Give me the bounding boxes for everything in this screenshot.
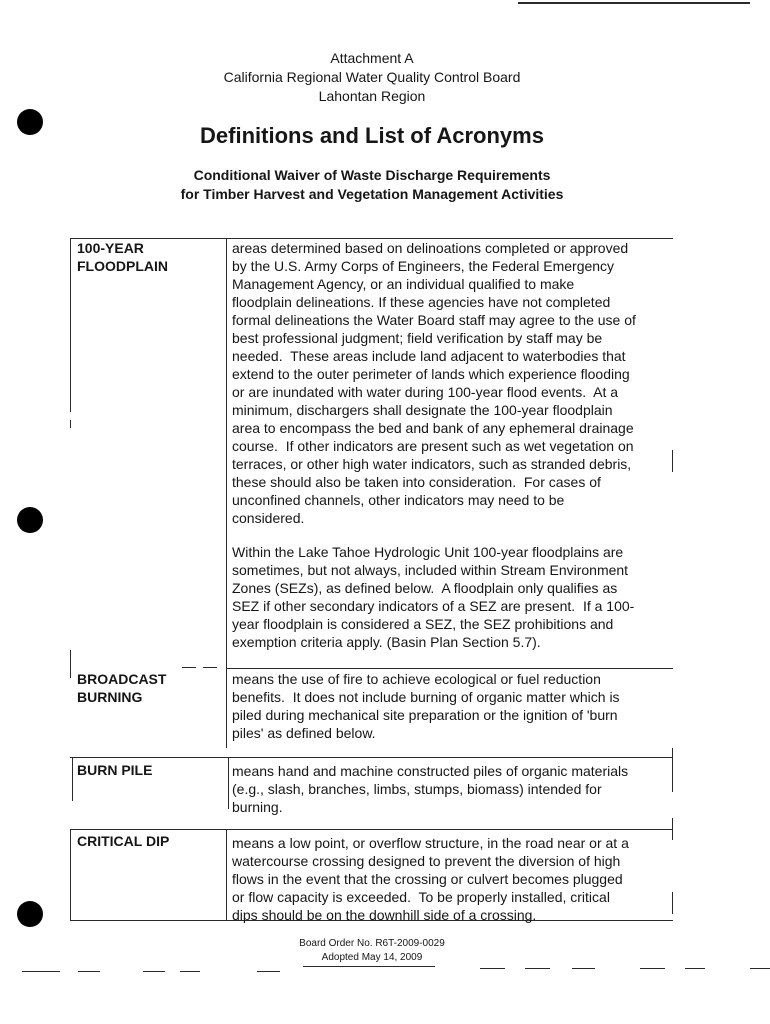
subtitle-line-1: Conditional Waiver of Waste Discharge Requirements (193, 167, 551, 183)
definition-line: SEZ if other secondary indicators of a SEZ are present. If a 100- (232, 598, 635, 614)
scan-dash (180, 971, 200, 972)
column-divider-c (226, 829, 227, 920)
scan-dash (480, 968, 505, 969)
table-left-border-e (70, 829, 71, 920)
term-burn-pile (77, 761, 152, 779)
definition-line: (e.g., slash, branches, limbs, stumps, biomass) intended for (232, 781, 602, 797)
board-name: California Regional Water Quality Control Board (223, 69, 521, 85)
row-divider-1-dash-b (203, 667, 217, 668)
scan-dash (750, 968, 770, 969)
definition-line: exemption criteria apply. (Basin Plan Section 5.7). (232, 634, 541, 650)
definition-line: dips should be on the downhill side of a crossing. (232, 907, 537, 923)
attachment-label: Attachment A (330, 50, 414, 66)
board-order-number: Board Order No. R6T-2009-0029 (299, 938, 445, 949)
punch-hole-middle (17, 507, 43, 533)
definition-line: minimum, dischargers shall designate the 100-year floodplain (232, 402, 613, 418)
definition-100-year-floodplain-p1 (232, 239, 636, 527)
definition-line: course. If other indicators are present such as wet vegetation on (232, 438, 634, 454)
scan-dash (143, 971, 165, 972)
table-right-border-b (672, 748, 673, 792)
definition-line: year floodplain is considered a SEZ, the SEZ prohibitions and (232, 616, 614, 632)
table-right-border-d (672, 892, 673, 914)
definition-critical-dip (232, 834, 629, 924)
term-critical-dip (77, 832, 169, 850)
footer-underline (303, 966, 435, 967)
row-divider-3 (70, 829, 673, 830)
punch-hole-bottom (17, 901, 43, 927)
region-name: Lahontan Region (318, 88, 426, 104)
column-divider-a (226, 238, 227, 748)
definition-line: burning. (232, 799, 283, 815)
definition-line: sometimes, but not always, included within Stream Environment (232, 562, 629, 578)
definition-line: piled during mechanical site preparation or the ignition of 'burn (232, 707, 618, 723)
term-100-year-floodplain (77, 239, 168, 275)
definition-line: means hand and machine constructed piles of organic materials (232, 763, 629, 779)
scan-dash (22, 971, 60, 972)
scan-dash (640, 968, 665, 969)
table-right-border-c (672, 818, 673, 840)
definition-broadcast-burning (232, 670, 620, 742)
table-left-border-c (70, 650, 71, 678)
definition-line: best professional judgment; field verification by staff may be (232, 330, 603, 346)
scan-top-rule (518, 2, 750, 4)
term-line: BURNING (77, 689, 143, 705)
definition-line: Within the Lake Tahoe Hydrologic Unit 100-year floodplains are (232, 544, 624, 560)
definition-line: needed. These areas include land adjacent to waterbodies that (232, 348, 626, 364)
term-line: 100-YEAR (77, 240, 144, 256)
table-left-border-a (70, 238, 71, 412)
scan-dash (78, 971, 100, 972)
scan-dash (525, 968, 550, 969)
term-line: CRITICAL DIP (77, 833, 170, 849)
definition-line: Zones (SEZs), as defined below. A floodplain only qualifies as (232, 580, 618, 596)
definition-line: unconfined channels, other indicators may need to be (232, 492, 565, 508)
definition-line: or are inundated with water during 100-year flood events. At a (232, 384, 619, 400)
row-divider-1 (226, 668, 673, 669)
page-title: Definitions and List of Acronyms (200, 123, 544, 148)
table-right-border-a (672, 450, 673, 472)
row-divider-1-dash-a (182, 667, 196, 668)
scan-dash (572, 968, 595, 969)
column-divider-b (228, 757, 229, 809)
definition-line: these should also be taken into consideration. For cases of (232, 474, 601, 490)
definition-line: extend to the outer perimeter of lands which experience flooding (232, 366, 630, 382)
definition-burn-pile (232, 762, 628, 816)
definition-line: considered. (232, 510, 305, 526)
scan-dash (257, 971, 280, 972)
definition-line: formal delineations the Water Board staff may agree to the use of (232, 312, 636, 328)
definition-line: means a low point, or overflow structure, in the road near or at a (232, 835, 629, 851)
definition-line: benefits. It does not include burning of organic matter which is (232, 689, 620, 705)
definition-line: flows in the event that the crossing or culvert becomes plugged (232, 871, 623, 887)
definition-line: means the use of fire to achieve ecological or fuel reduction (232, 671, 601, 687)
term-broadcast-burning (77, 670, 166, 706)
adopted-date: Adopted May 14, 2009 (321, 952, 423, 963)
definition-line: floodplain delineations. If these agencies have not completed (232, 294, 611, 310)
row-divider-2 (70, 757, 673, 758)
table-left-border-d (72, 757, 73, 801)
definition-line: piles' as defined below. (232, 725, 376, 741)
definition-line: terraces, or other high water indicators, such as stranded debris, (232, 456, 632, 472)
definition-line: by the U.S. Army Corps of Engineers, the Federal Emergency (232, 258, 615, 274)
table-left-border-b (70, 420, 71, 428)
term-line: FLOODPLAIN (77, 258, 168, 274)
scan-dash (685, 968, 705, 969)
definition-line: areas determined based on delinoations completed or approved (232, 240, 629, 256)
term-line: BROADCAST (77, 671, 167, 687)
definition-line: Management Agency, or an individual qualified to make (232, 276, 575, 292)
definition-line: area to encompass the bed and bank of any ephemeral drainage (232, 420, 634, 436)
definition-line: watercourse crossing designed to prevent the diversion of high (232, 853, 621, 869)
subtitle-line-2: for Timber Harvest and Vegetation Management Activities (180, 186, 564, 202)
definition-line: or flow capacity is exceeded. To be properly installed, critical (232, 889, 610, 905)
definition-100-year-floodplain-p2 (232, 543, 634, 651)
term-line: BURN PILE (77, 762, 153, 778)
